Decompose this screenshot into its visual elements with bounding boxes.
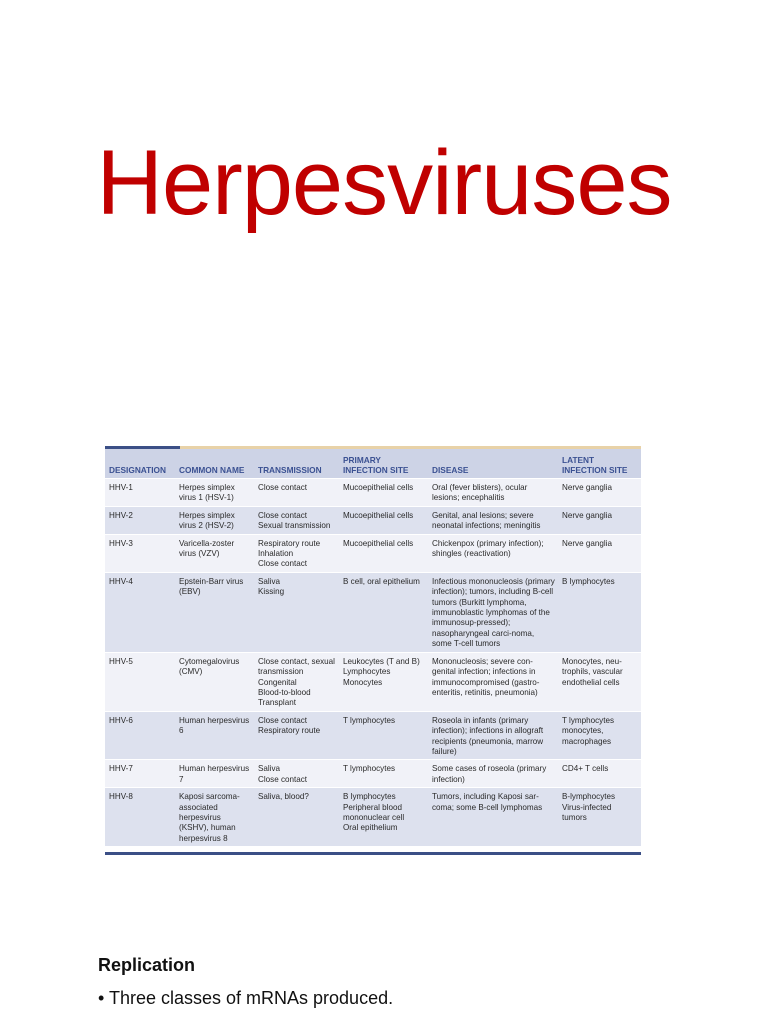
table-row [105, 788, 641, 847]
cell-latent-site: B lymphocytes [558, 572, 641, 652]
cell-transmission-line: Close contact [258, 715, 308, 725]
cell-common-name: Kaposi sarcoma-associated herpesvirus (KSHV), human herpesvirus 8 [175, 788, 254, 847]
section-heading: Replication [98, 955, 196, 975]
cell-primary-site [339, 479, 428, 507]
cell-primary-site [339, 652, 428, 711]
table-row [105, 572, 641, 652]
cell-designation: HHV-8 [105, 788, 175, 847]
cell-transmission-line: Blood-to-blood [258, 687, 311, 697]
cell-primary-site-line: Mucoepithelial cells [343, 510, 414, 520]
cell-transmission [254, 652, 339, 711]
cell-latent-site: Nerve ganglia [558, 479, 641, 507]
cell-transmission [254, 534, 339, 572]
table-row [105, 760, 641, 788]
table-body [105, 479, 641, 847]
cell-disease: Chickenpox (primary infection); shingles (reactivation) [428, 534, 558, 572]
cell-transmission-line: Close contact, sexual transmission [258, 656, 335, 677]
cell-disease: Genital, anal lesions; severe neonatal infections; meningitis [428, 506, 558, 534]
bullet-item: • Three classes of mRNAs produced. [98, 988, 394, 1008]
cell-transmission-line: Respiratory route [258, 538, 321, 548]
cell-transmission-line: Close contact [258, 483, 308, 492]
cell-designation: HHV-1 [105, 479, 175, 507]
cell-primary-site-line: Mucoepithelial cells [343, 538, 414, 548]
cell-primary-site-line: T lymphocytes [343, 715, 396, 725]
cell-common-name: Cytomegalovirus (CMV) [175, 652, 254, 711]
table-row [105, 652, 641, 711]
cell-transmission [254, 760, 339, 788]
cell-common-name: Human herpesvirus 6 [175, 711, 254, 760]
cell-latent-site: CD4+ T cells [558, 760, 641, 788]
header-transmission: TRANSMISSION [254, 449, 339, 479]
table-row [105, 506, 641, 534]
cell-transmission-line: Kissing [258, 587, 285, 597]
cell-disease: Roseola in infants (primary infection); infections in allograft recipients (pneumonia, marrow failure) [428, 711, 558, 760]
cell-transmission-line: Sexual transmission [258, 521, 331, 531]
table-row [105, 479, 641, 507]
cell-primary-site-line: Mucoepithelial cells [343, 483, 414, 492]
cell-common-name: Human herpesvirus 7 [175, 760, 254, 788]
table-bottom-rule [105, 852, 641, 855]
cell-latent-site: Nerve ganglia [558, 534, 641, 572]
cell-transmission-line: Saliva, blood? [258, 792, 309, 802]
cell-primary-site-line: Leukocytes (T and B) [343, 656, 420, 666]
cell-latent-site: T lymphocytes monocytes, macrophages [558, 711, 641, 760]
cell-primary-site-line: Peripheral blood mononuclear cell [343, 802, 405, 822]
cell-transmission-line: Transplant [258, 698, 296, 708]
header-disease: DISEASE [428, 449, 558, 479]
table-row [105, 711, 641, 760]
header-latent-infection-site: LATENT INFECTION SITE [558, 449, 641, 479]
page-title: Herpesviruses [96, 132, 672, 234]
cell-transmission-line: Close contact [258, 510, 308, 520]
herpesvirus-table [105, 449, 641, 846]
cell-disease: Some cases of roseola (primary infection) [428, 760, 558, 788]
cell-transmission [254, 711, 339, 760]
cell-primary-site-line: Monocytes [343, 677, 383, 687]
cell-primary-site [339, 760, 428, 788]
cell-transmission [254, 479, 339, 507]
cell-common-name: Herpes simplex virus 1 (HSV-1) [175, 479, 254, 507]
cell-disease: Infectious mononucleosis (primary infection); tumors, including B-cell tumors (Burkitt lymphoma, immunoblastic lymphomas of the immunosup-pressed); nasopharyngeal carci-noma, some T-cell tumors [428, 572, 558, 652]
cell-transmission-line: Close contact [258, 774, 308, 784]
cell-primary-site [339, 534, 428, 572]
cell-transmission-line: Saliva [258, 764, 281, 774]
cell-disease: Mononucleosis; severe con-genital infection; infections in immunocompromised (gastro-enteritis, retinitis, pneumonia) [428, 652, 558, 711]
header-primary-infection-site: PRIMARY INFECTION SITE [339, 449, 428, 479]
cell-latent-site: Monocytes, neu-trophils, vascular endothelial cells [558, 652, 641, 711]
cell-designation: HHV-3 [105, 534, 175, 572]
header-common-name: COMMON NAME [175, 449, 254, 479]
cell-designation: HHV-7 [105, 760, 175, 788]
cell-common-name: Varicella-zoster virus (VZV) [175, 534, 254, 572]
cell-designation: HHV-5 [105, 652, 175, 711]
cell-primary-site [339, 711, 428, 760]
cell-disease: Tumors, including Kaposi sar-coma; some B-cell lymphomas [428, 788, 558, 847]
header-designation: DESIGNATION [105, 449, 175, 479]
cell-latent-site: B-lymphocytes Virus-infected tumors [558, 788, 641, 847]
cell-transmission [254, 506, 339, 534]
cell-latent-site: Nerve ganglia [558, 506, 641, 534]
cell-designation: HHV-6 [105, 711, 175, 760]
cell-transmission-line: Congenital [258, 677, 297, 687]
cell-primary-site [339, 506, 428, 534]
cell-primary-site-line: T lymphocytes [343, 764, 396, 774]
herpesvirus-table-figure [105, 446, 641, 855]
cell-transmission [254, 572, 339, 652]
cell-common-name: Epstein-Barr virus (EBV) [175, 572, 254, 652]
cell-primary-site-line: Oral epithelium [343, 823, 398, 833]
cell-primary-site-line: Lymphocytes [343, 667, 391, 677]
cell-primary-site [339, 788, 428, 847]
cell-common-name: Herpes simplex virus 2 (HSV-2) [175, 506, 254, 534]
table-header-row [105, 449, 641, 479]
cell-designation: HHV-2 [105, 506, 175, 534]
cell-primary-site [339, 572, 428, 652]
cell-disease: Oral (fever blisters), ocular lesions; encephalitis [428, 479, 558, 507]
cell-transmission-line: Inhalation [258, 549, 294, 559]
cell-designation: HHV-4 [105, 572, 175, 652]
cell-transmission-line: Saliva [258, 576, 281, 586]
cell-transmission-line: Respiratory route [258, 726, 321, 736]
table-row [105, 534, 641, 572]
cell-transmission [254, 788, 339, 847]
cell-transmission-line: Close contact [258, 559, 308, 569]
cell-primary-site-line: B lymphocytes [343, 792, 396, 802]
cell-primary-site-line: B cell, oral epithelium [343, 576, 420, 586]
